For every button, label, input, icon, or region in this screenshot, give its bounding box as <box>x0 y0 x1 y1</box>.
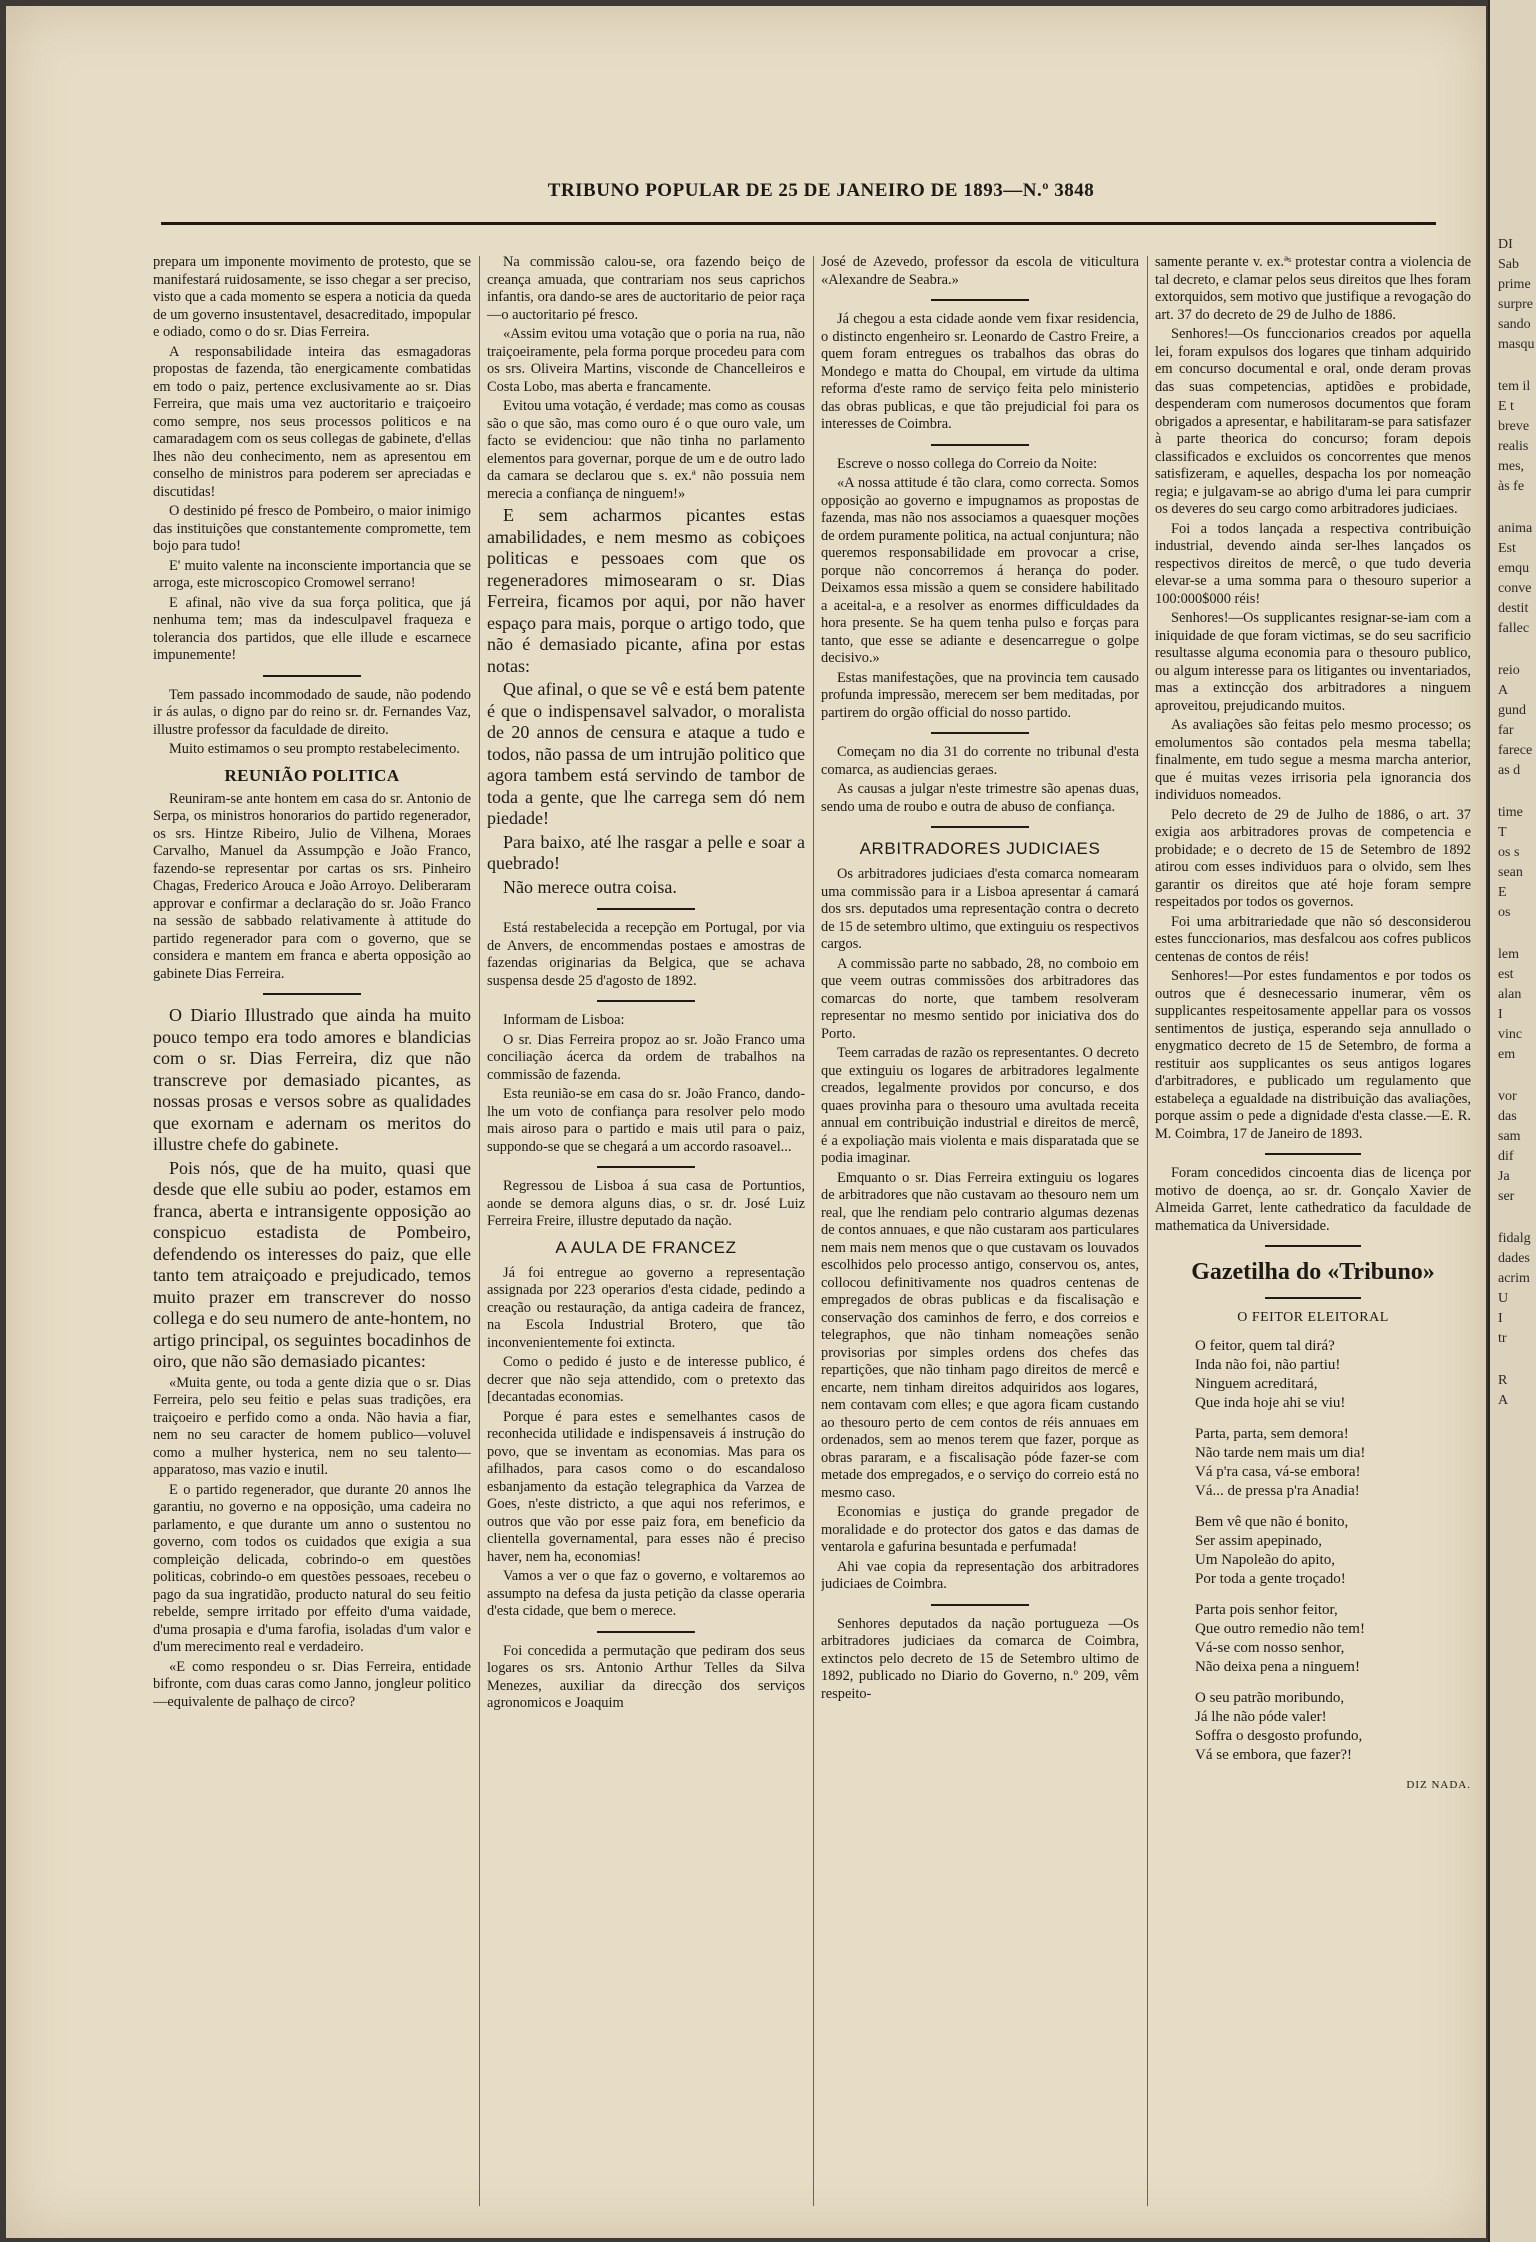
section-heading: ARBITRADORES JUDICIAES <box>859 839 1101 858</box>
poem-line: Vá p'ra casa, vá-se embora! <box>1195 1464 1361 1480</box>
article-paragraph: O Diario Illustrado que ainda ha muito pouco tempo era todo amores e blandicias com o sr. Dias Ferreira, diz que não transcreve por demasiado picantes, as nossas prosas e versos sobre as qualidades que exornam e adernam os meritos do illustre chefe do gabinete. <box>153 1005 471 1154</box>
edge-text-fragment: tem il <box>1498 379 1531 394</box>
article-paragraph: Informam de Lisboa: <box>503 1012 625 1028</box>
article-paragraph: Teem carradas de razão os representantes. O decreto que extinguiu os logares de arbitradores legalmente creados, legalmente providos por concurso, e dos quaes provinha para o thesouro uma avultada receita annual em contribuição industrial e direitos de mercê, é a expoliação mais violenta e mais disparatada que se podia imaginar. <box>821 1045 1139 1166</box>
edge-text-fragment: prime <box>1498 277 1531 292</box>
edge-text-fragment: T <box>1498 825 1507 840</box>
poem-stanza <box>1155 1513 1471 1589</box>
poem-line: Um Napoleão do apito, <box>1195 1552 1335 1568</box>
edge-text-fragment: vinc <box>1498 1027 1523 1042</box>
poem-line: Parta pois senhor feitor, <box>1195 1602 1338 1618</box>
adjacent-page-edge <box>1488 0 1536 2242</box>
poem-line: O feitor, quem tal dirá? <box>1195 1338 1335 1354</box>
article-paragraph: Senhores!—Por estes fundamentos e por todos os outros que é desnecessario inumerar, vêm os supplicantes respeitosamente appellar para os vossos sentimentos de justiça, esperando seja annullado o enygmatico decreto de 15 de Setembro, de forma a restituir aos supplicantes os seus antigos logares d'arbitradores, e publicado um regulamento que estabeleça a egualdade na distribuição das avaliações, porque assim o pede a dignidade d'esta classe.—E. R. M. Coimbra, 17 de Janeiro de 1893. <box>1155 968 1471 1142</box>
poem-line: Já lhe não póde valer! <box>1195 1709 1327 1725</box>
edge-text-fragment: realis <box>1498 439 1529 454</box>
section-divider <box>263 993 361 995</box>
section-divider <box>931 1604 1029 1606</box>
edge-text-fragment: A <box>1498 1393 1509 1408</box>
gazette-title: Gazetilha do «Tribuno» <box>1191 1259 1435 1285</box>
column-divider <box>479 256 480 2206</box>
edge-text-fragment: sam <box>1498 1129 1521 1144</box>
article-paragraph: «Assim evitou uma votação que o poria na rua, não traiçoeiramente, pela forma porque procedeu para com os srs. Oliveira Martins, visconde de Chancelleiros e Costa Lobo, mas aberta e francamente. <box>487 326 805 395</box>
edge-text-fragment: das <box>1498 1109 1517 1124</box>
poem-line: Bem vê que não é bonito, <box>1195 1514 1349 1530</box>
article-paragraph: Esta reunião-se em casa do sr. João Franco, dando-lhe um voto de confiança para resolver pelo modo mais airoso para o partido e mais util para o paiz, suppondo-se que se chegará a um accordo rasoavel... <box>487 1086 805 1155</box>
article-paragraph: Foram concedidos cincoenta dias de licença por motivo de doença, ao sr. dr. Gonçalo Xavier de Almeida Garret, lente cathedratico da faculdade de mathematica da Universidade. <box>1155 1165 1471 1234</box>
article-paragraph: prepara um imponente movimento de protesto, que se manifestará ruidosamente, se isso chegar a ser preciso, visto que a cada momento se espera a noticia da queda de um governo insustentavel, desacreditado, impopular e odiado, como o do sr. Dias Ferreira. <box>153 254 471 340</box>
article-paragraph: As avaliações são feitas pelo mesmo processo; os emolumentos são contados pela mesma tabella; finalmente, em tudo segue a mesma marcha anterior, que é muitas vezes irrisoria pela ignorancia dos individuos nomeados. <box>1155 717 1471 803</box>
poem-line: Inda não foi, não partiu! <box>1195 1357 1341 1373</box>
edge-text-fragment: as d <box>1498 763 1521 778</box>
article-paragraph: Emquanto o sr. Dias Ferreira extinguiu os logares de arbitradores que não custavam ao thesouro nem um real, que lhe rendiam pelo contrario algumas dezenas de contos annuaes, e que não custaram aos particulares nem mais nem menos que o que custavam os louvados escolhidos pelo processo antigo, conservou os, antes, collocou definitivamente nos quadros centenas de empregados de obras publicas e da fiscalisação e conservação dos caminhos de ferro, e dos correios e telegraphos, que não tinham nomeações senão provisorias por simples ordens dos chefes das repartições, que não tinham pago direitos de mercê e encarte, nem tinham direitos adquiridos aos logares, nem contavam com elles; e que agora ficam custando ao thesouro perto de cem contos de réis annuaes em ordenados, sem ao menos terem que fazer, porque as obras pararam, e a fiscalisação póde fazer-se com metade dos empregados, e o serviço do correio está no mesmo caso. <box>821 1169 1139 1501</box>
article-paragraph: Que afinal, o que se vê e está bem patente é que o indispensavel salvador, o moralista de 20 annos de censura e ataque a tudo e todos, não passa de um intrujão politico que agora tambem está servindo de tambor de toda a gente, que lhe carrega sem dó nem piedade! <box>487 679 805 828</box>
article-paragraph: Como o pedido é justo e de interesse publico, é decrer que não seja attendido, com o pretexto das [decantadas economias. <box>487 1354 805 1405</box>
article-paragraph: Foi a todos lançada a respectiva contribuição industrial, devendo ainda ser-lhes lançados os respectivos direitos de mercê, o que tudo deveria elevar-se a uma somma para o thesouro superior a 100:000$000 réis! <box>1155 520 1471 607</box>
edge-text-fragment: os s <box>1498 845 1520 860</box>
page-header: TRIBUNO POPULAR DE 25 DE JANEIRO DE 1893—N.º 3848 <box>547 180 1095 201</box>
column-divider <box>1147 256 1148 2206</box>
edge-text-fragment: alan <box>1498 987 1522 1002</box>
edge-text-fragment: reio <box>1498 663 1520 678</box>
edge-text-fragment: E <box>1498 885 1507 900</box>
poem-stanza <box>1155 1601 1471 1677</box>
article-paragraph: E o partido regenerador, que durante 20 annos lhe garantiu, no governo e na opposição, uma cadeira no parlamento, e que durante um anno o sustentou no governo, com todos os cuidados que exigia a sua compleição delicada, cobrindo-o em questões politicas, cobrindo-o em questões pessoaes, recebeu o pago da sua ingratidão, producto natural do seu feitio rebelde, sempre irritado por effeito d'uma vaidade, d'uma prosapia e d'uma farofia, isoladas d'um valor e d'um merecimento real e verdadeiro. <box>153 1481 471 1655</box>
poem-line: Que outro remedio não tem! <box>1195 1621 1365 1637</box>
poem-line: Ser assim apepinado, <box>1195 1533 1323 1549</box>
edge-text-fragment: farece <box>1498 743 1533 758</box>
article-paragraph: Reuniram-se ante hontem em casa do sr. Antonio de Serpa, os ministros honorarios do partido regenerador, os srs. Hintze Ribeiro, Julio de Vilhena, Moraes Carvalho, Manuel da Assumpção e João Franco, fazendo-se representar por cartas os srs. Pinheiro Chagas, Frederico Arouca e João Arroyo. Deliberaram approvar e confirmar a declaração do sr. João Franco na sessão de sabbado relativamente à attitude do partido regenerador para com o governo, que se considera e mantem em franca e aberta opposição ao gabinete Dias Ferreira. <box>153 790 471 982</box>
article-paragraph: Senhores!—Os funccionarios creados por aquella lei, foram expulsos dos logares que tinham adquirido em concurso documental e oral, onde deram provas das suas competencias, aptidões e probidade, despenderam com numerosos documentos que foram obrigados a apresentar, e habilitaram-se para satisfazer à parte theorica do concurso; foram depois classificados e excluidos os concorrentes que menos satisfizeram, e aquelles, despacha los por nomeação regia; e julgavam-se ao abrigo d'uma lei para cumprir os deveres do seu cargo como arbitradores judiciaes. <box>1155 326 1471 517</box>
edge-text-fragment: Est <box>1498 541 1516 556</box>
column-1 <box>153 254 471 2214</box>
edge-text-fragment: às fe <box>1498 479 1525 494</box>
article-paragraph: As causas a julgar n'este trimestre são apenas duas, sendo uma de roubo e outra de abuso de confiança. <box>821 781 1139 815</box>
article-paragraph: Vamos a ver o que faz o governo, e voltaremos ao assumpto na defesa da justa petição da classe operaria d'esta cidade, que bem o merece. <box>487 1568 805 1619</box>
edge-text-fragment: os <box>1498 905 1511 920</box>
article-paragraph: Foi uma arbitrariedade que não só desconsiderou estes funccionarios, mas desfalcou aos cofres publicos centenas de contos de réis! <box>1155 913 1471 965</box>
section-heading: A AULA DE FRANCEZ <box>555 1237 737 1257</box>
article-paragraph: Muito estimamos o seu prompto restabelecimento. <box>169 741 460 757</box>
section-divider <box>597 1000 695 1002</box>
edge-text-fragment: acrim <box>1498 1271 1530 1286</box>
poem-title: O FEITOR ELEITORAL <box>1237 1310 1389 1325</box>
article-paragraph: Já foi entregue ao governo a representação assignada por 223 operarios d'esta cidade, pedindo a creação ou restauração, da antiga cadeira de francez, na Escola Industrial Brotero, que tão inconvenientemente foi extincta. <box>487 1264 805 1351</box>
poem-line: Ninguem acreditará, <box>1195 1376 1318 1392</box>
article-paragraph: José de Azevedo, professor da escola de viticultura «Alexandre de Seabra.» <box>821 254 1139 288</box>
edge-text-fragment: DI <box>1498 237 1513 252</box>
article-paragraph: Já chegou a esta cidade aonde vem fixar residencia, o distincto engenheiro sr. Leonardo de Castro Freire, a quem foram entregues os trabalhos das obras do Mondego e matta do Choupal, em virtude da ultima reforma d'este ramo de serviço feita pelo ministerio das obras publicas, e que tão prejudicial foi para os interesses de Coimbra. <box>821 311 1139 432</box>
article-paragraph: Pelo decreto de 29 de Julho de 1886, o art. 37 exigia aos arbitradores provas de competencia e probidade; e o decreto de 15 de Setembro de 1892 atirou com esses individuos para o olvido, sem lhes garantir os direitos que até hoje foram sempre respeitados por todos os governos. <box>1155 806 1471 910</box>
article-paragraph: Tem passado incommodado de saude, não podendo ir ás aulas, o digno par do reino sr. dr. Fernandes Vaz, illustre professor da faculdade de direito. <box>153 686 471 738</box>
article-paragraph: E' muito valente na inconsciente importancia que se arroga, este microscopico Cromowel serrano! <box>153 557 471 591</box>
article-paragraph: Porque é para estes e semelhantes casos de reconhecida utilidade e indispensaveis á instrução do povo, que se inventam as economias. Mas para os afilhados, para casos como o do escandaloso esbanjamento da estação telegraphica da Varzea de Goes, n'este districto, a que aqui nos referimos, e outros que vão por esse paiz fora, em beneficio da clientella governamental, para esses não é preciso haver, nem ha, economias! <box>487 1408 805 1565</box>
article-paragraph: E afinal, não vive da sua força politica, que já nenhuma tem; mas da indesculpavel fraqueza e tolerancia dos partidos, que elle illude e escarnece impunemente! <box>153 594 471 663</box>
edge-text-fragment: breve <box>1498 419 1530 434</box>
edge-text-fragment: ser <box>1498 1189 1515 1204</box>
article-paragraph: Começam no dia 31 do corrente no tribunal d'esta comarca, as audiencias geraes. <box>821 744 1139 778</box>
poem-stanza <box>1155 1337 1471 1413</box>
edge-text-fragment: masqu <box>1498 337 1535 352</box>
edge-text-fragment: E t <box>1498 399 1514 414</box>
edge-text-fragment: lem <box>1498 947 1519 962</box>
section-heading: REUNIÃO POLITICA <box>224 765 400 785</box>
article-paragraph: «E como respondeu o sr. Dias Ferreira, entidade bifronte, com duas caras como Janno, jongleur politico—equivalente de palhaço de circo? <box>153 1658 471 1710</box>
newspaper-page <box>6 6 1486 2238</box>
edge-text-fragment: conve <box>1498 581 1532 596</box>
article-paragraph: O destinido pé fresco de Pombeiro, o maior inimigo das instituições que constantemente compromette, tem bojo para tudo! <box>153 503 471 554</box>
edge-text-fragment: I <box>1498 1007 1503 1022</box>
column-2 <box>487 254 805 2214</box>
edge-text-fragment: Sab <box>1498 257 1519 272</box>
edge-text-fragment: gund <box>1498 703 1526 718</box>
article-paragraph: Escreve o nosso collega do Correio da Noite: <box>837 455 1098 472</box>
poem-line: Vá-se com nosso senhor, <box>1195 1640 1345 1656</box>
article-paragraph: Economias e justiça do grande pregador de moralidade e do protector dos gatos e das damas de ventarola e gafurina besuntada e perfumada! <box>821 1504 1139 1555</box>
section-divider <box>1265 1153 1361 1155</box>
poem-line: Soffra o desgosto profundo, <box>1195 1728 1363 1744</box>
section-divider <box>597 908 695 910</box>
edge-text-fragment: dif <box>1498 1149 1514 1164</box>
edge-text-fragment: time <box>1498 805 1523 820</box>
article-paragraph: Evitou uma votação, é verdade; mas como as cousas são o que são, mas como ouro é o que ouro vale, um facto se evidenciou: que não tinha no parlamento elementos para governar, porque de um e de outro lado da camara se declarou que s. ex.ª não possuia nem merecia a confiança de ninguem!» <box>487 398 805 502</box>
edge-text-fragment: sean <box>1498 865 1523 880</box>
section-divider <box>597 1166 695 1168</box>
edge-text-fragment: surpre <box>1498 297 1533 312</box>
article-paragraph: Senhores!—Os supplicantes resignar-se-iam com a iniquidade de que foram victimas, se do seu sacrificio resultasse alguma economia para o thesouro publico, ou algum interesse para os litigantes ou inventariados, mas a extincção dos arbitradores a ninguem aproveitou, prejudicando muitos. <box>1155 610 1471 714</box>
section-divider <box>597 1631 695 1633</box>
edge-text-fragment: mes, <box>1498 459 1525 474</box>
poem-signature: DIZ NADA. <box>1406 1779 1471 1791</box>
poem-line: O seu patrão moribundo, <box>1195 1690 1345 1706</box>
poem-stanza <box>1155 1689 1471 1765</box>
poem-line: Parta, parta, sem demora! <box>1195 1426 1349 1442</box>
edge-text-fragment: I <box>1498 1311 1503 1326</box>
edge-text-fragment: fidalg <box>1498 1231 1531 1246</box>
edge-text-fragment: Ja <box>1498 1169 1510 1184</box>
article-paragraph: «A nossa attitude é tão clara, como correcta. Somos opposição ao governo e impugnamos as propostas de fazenda, mas não nos associamos a quaesquer moções de ordem puramente politica, na actual conjuntura; não queremos responsabilidade em provocar a crise, porque não concorremos á herança do poder. Deixamos essa missão a quem se considere habilitado a aceital-a, e a resolver as enormes difficuldades da hora presente. Se ha quem tenha pulso e forças para tanto, que esse se adiante e desencarregue o golpe decisivo.» <box>821 475 1139 666</box>
article-paragraph: samente perante v. ex.ªˢ protestar contra a violencia de tal decreto, e clamar pelos seus direitos que lhes foram extorquidos, sem motivo que justifique a revogação do art. 37 do decreto de 29 de Julho de 1886. <box>1155 254 1471 323</box>
edge-text-fragment: far <box>1498 723 1514 738</box>
section-divider <box>931 732 1029 734</box>
header-rule <box>161 222 1436 225</box>
edge-text-fragment: vor <box>1498 1089 1517 1104</box>
article-paragraph: Estas manifestações, que na provincia tem causado profunda impressão, merecem ser bem meditadas, por partirem do orgão official do nosso partido. <box>821 669 1139 721</box>
article-paragraph: A commissão parte no sabbado, 28, no comboio em que veem outras commissões dos arbitradores das comarcas do norte, que tambem resolveram representar no mesmo sentido por iniciativa dos do Porto. <box>821 955 1139 1042</box>
poem <box>1155 1337 1471 1765</box>
poem-line: Por toda a gente troçado! <box>1195 1571 1346 1587</box>
edge-text-fragment: destit <box>1498 601 1529 616</box>
section-divider <box>931 299 1029 301</box>
edge-text-fragment: sando <box>1498 317 1531 332</box>
poem-line: Vá se embora, que fazer?! <box>1195 1747 1352 1763</box>
edge-text-fragment: tr <box>1498 1331 1507 1346</box>
article-paragraph: «Muita gente, ou toda a gente dizia que o sr. Dias Ferreira, pelo seu feitio e pelas suas tradições, era traiçoeiro e perfido como a onda. Não havia a fiar, nem no seu caracter de homem publico—voluvel como a mulher hysterica, nem no seu talento—apparatoso, mas vazio e inutil. <box>153 1374 471 1478</box>
edge-text-fragment: fallec <box>1498 621 1530 636</box>
section-divider <box>1265 1297 1361 1299</box>
article-paragraph: A responsabilidade inteira das esmagadoras propostas de fazenda, tão energicamente combatidas em todo o paiz, pertence exclusivamente ao sr. Dias Ferreira, que mais uma vez auctoritario e traiçoeiro como sempre, nos seus processos politicos e na camaradagem com os seus collegas de gabinete, d'ellas lhes não deu conhecimento, nem as apresentou em conselho de ministros para poderem ser apreciadas e discutidas! <box>153 343 471 500</box>
poem-line: Não tarde nem mais um dia! <box>1195 1445 1366 1461</box>
column-divider <box>813 256 814 2206</box>
edge-text-fragment: emqu <box>1498 561 1530 576</box>
poem-line: Vá... de pressa p'ra Anadia! <box>1195 1483 1360 1499</box>
edge-text-fragment: U <box>1498 1291 1509 1306</box>
section-divider <box>931 826 1029 828</box>
article-paragraph: Ahi vae copia da representação dos arbitradores judiciaes de Coimbra. <box>821 1558 1139 1592</box>
article-paragraph: Está restabelecida a recepção em Portugal, por via de Anvers, de encommendas postaes e amostras de fazendas originarias da Belgica, que se achava suspensa desde 25 d'agosto de 1892. <box>487 920 805 989</box>
article-paragraph: Não merece outra coisa. <box>503 876 677 897</box>
article-paragraph: E sem acharmos picantes estas amabilidades, e nem mesmo as cobiçoes politicas e pessoaes com que os regeneradores mimosearam o sr. Dias Ferreira, ficamos por aqui, por não haver espaço para mais, porque o artigo todo, que não é demasiado picante, afina por estas notas: <box>487 505 805 676</box>
edge-text-fragment: anima <box>1498 521 1533 536</box>
section-divider <box>931 444 1029 446</box>
article-paragraph: Os arbitradores judiciaes d'esta comarca nomearam uma commissão para ir a Lisboa apresentar á camará dos srs. deputados uma representação contra o decreto de 15 de setembro ultimo, que extinguiu os respectivos cargos. <box>821 866 1139 952</box>
section-divider <box>1265 1245 1361 1247</box>
poem-line: Não deixa pena a ninguem! <box>1195 1659 1360 1675</box>
edge-text-fragment: A <box>1498 683 1509 698</box>
article-paragraph: Senhores deputados da nação portugueza —Os arbitradores judiciaes da comarca de Coimbra, extinctos pelo decreto de 15 de Setembro ultimo de 1892, publicado no Diario do Governo, n.º 209, vêm respeito- <box>821 1615 1139 1702</box>
column-4 <box>1155 254 1471 2214</box>
edge-text-fragment: est <box>1498 967 1514 982</box>
article-paragraph: Foi concedida a permutação que pediram dos seus logares os srs. Antonio Arthur Telles da Silva Menezes, auxiliar da direcção dos serviços agronomicos e Joaquim <box>487 1642 805 1711</box>
article-paragraph: Para baixo, até lhe rasgar a pelle e soar a quebrado! <box>487 831 805 873</box>
poem-stanza <box>1155 1425 1471 1501</box>
edge-text-fragment: dades <box>1498 1251 1530 1266</box>
article-paragraph: Regressou de Lisboa á sua casa de Portuntios, aonde se demora alguns dias, o sr. dr. José Luiz Ferreira Freire, illustre deputado da nação. <box>487 1178 805 1229</box>
edge-text-fragment: em <box>1498 1047 1516 1062</box>
article-paragraph: Na commissão calou-se, ora fazendo beiço de creança amuada, que contrariam nos seus caprichos infantis, ora dando-se ares de auctoritario de peior raça—o auctoritario pé fresco. <box>487 254 805 323</box>
column-3 <box>821 254 1139 2214</box>
article-paragraph: Pois nós, que de ha muito, quasi que desde que elle subiu ao poder, estamos em franca, aberta e intransigente opposição ao conspicuo estadista de Pombeiro, defendendo os interesses do paiz, que elle tanto tem atraiçoado e prejudicado, temos muito prazer em transcrever do nosso collega e do seu numero de ante-hontem, no artigo principal, os seguintes bocadinhos de oiro, que não são demasiado picantes: <box>153 1157 471 1371</box>
poem-line: Que inda hoje ahi se viu! <box>1195 1395 1346 1411</box>
edge-text-fragment: R <box>1498 1373 1508 1388</box>
article-paragraph: O sr. Dias Ferreira propoz ao sr. João Franco uma conciliação ácerca da ordem de trabalhos na commissão de fazenda. <box>487 1031 805 1083</box>
section-divider <box>263 675 361 677</box>
